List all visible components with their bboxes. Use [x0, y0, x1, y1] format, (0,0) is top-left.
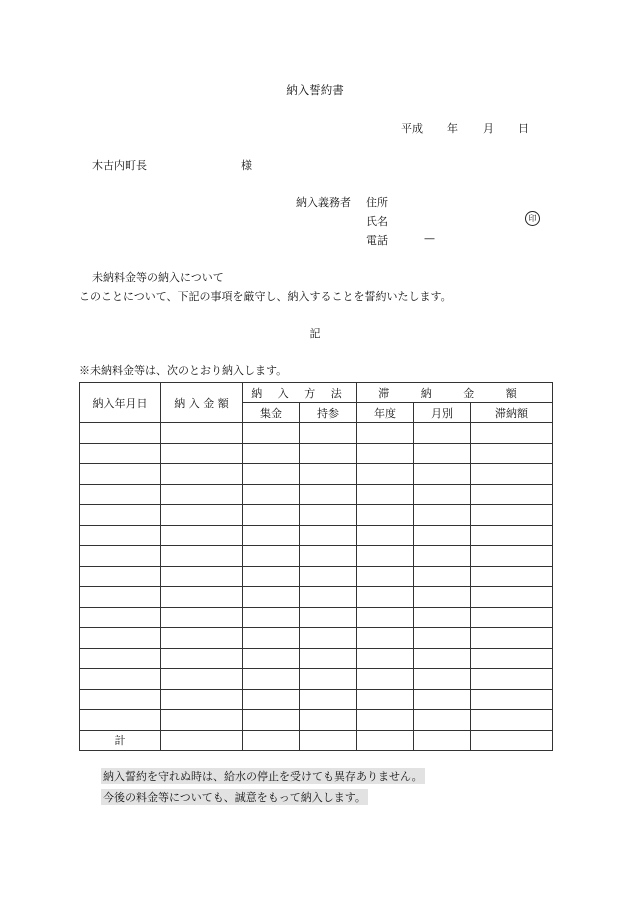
table-cell[interactable]: [414, 484, 471, 505]
closing-line-2: 今後の料金等についても、誠意をもって納入します。: [103, 791, 366, 804]
table-cell[interactable]: [80, 464, 161, 485]
table-row: [80, 464, 553, 485]
table-row: [80, 566, 553, 587]
table-cell[interactable]: [300, 546, 357, 567]
table-cell[interactable]: [414, 505, 471, 526]
table-row: [80, 443, 553, 464]
table-cell[interactable]: [471, 443, 553, 464]
table-cell[interactable]: [471, 648, 553, 669]
table-row: [80, 423, 553, 444]
table-cell[interactable]: [80, 443, 161, 464]
table-cell[interactable]: [414, 525, 471, 546]
table-cell[interactable]: [414, 710, 471, 731]
payment-table: [79, 382, 553, 751]
table-cell[interactable]: [414, 587, 471, 608]
table-cell[interactable]: [243, 546, 300, 567]
table-row: [80, 587, 553, 608]
table-row: [80, 505, 553, 526]
table-cell[interactable]: [471, 730, 553, 751]
table-cell[interactable]: [161, 464, 243, 485]
table-cell[interactable]: [357, 669, 414, 690]
date-year: 年: [447, 122, 458, 135]
table-cell[interactable]: [357, 546, 414, 567]
table-cell[interactable]: [80, 689, 161, 710]
table-cell[interactable]: [414, 607, 471, 628]
table-cell[interactable]: [357, 423, 414, 444]
table-cell[interactable]: [414, 628, 471, 649]
obligor-label: 納入義務者: [296, 196, 351, 209]
table-row: [80, 710, 553, 731]
table-cell[interactable]: [414, 423, 471, 444]
honorific: 様: [241, 159, 252, 172]
table-cell[interactable]: [243, 443, 300, 464]
table-cell[interactable]: [80, 484, 161, 505]
table-cell[interactable]: [243, 484, 300, 505]
table-cell[interactable]: [300, 587, 357, 608]
table-cell[interactable]: [471, 689, 553, 710]
table-cell[interactable]: [243, 669, 300, 690]
table-cell[interactable]: [414, 546, 471, 567]
table-cell[interactable]: [471, 566, 553, 587]
addressee: 木古内町長: [92, 159, 147, 172]
table-row: [80, 628, 553, 649]
table-cell[interactable]: [243, 628, 300, 649]
table-cell[interactable]: [300, 484, 357, 505]
table-cell[interactable]: [300, 710, 357, 731]
table-cell[interactable]: [414, 648, 471, 669]
table-row: [80, 546, 553, 567]
table-cell[interactable]: [414, 689, 471, 710]
table-cell[interactable]: [243, 566, 300, 587]
table-header-row: [80, 383, 553, 403]
table-cell[interactable]: [243, 648, 300, 669]
table-cell[interactable]: [471, 607, 553, 628]
seal-mark: 印: [525, 211, 540, 226]
header-arrears: 滞納額: [471, 403, 553, 423]
table-cell[interactable]: [471, 484, 553, 505]
name-label: 氏名: [366, 215, 388, 228]
header-fiscal-year: 年度: [357, 403, 414, 423]
table-cell[interactable]: [161, 669, 243, 690]
table-cell[interactable]: [357, 628, 414, 649]
address-label: 住所: [366, 196, 388, 209]
table-cell[interactable]: [300, 443, 357, 464]
table-cell[interactable]: [414, 730, 471, 751]
table-row: [80, 525, 553, 546]
table-row: [80, 669, 553, 690]
table-cell[interactable]: [357, 566, 414, 587]
table-cell[interactable]: [80, 505, 161, 526]
table-cell[interactable]: [161, 710, 243, 731]
table-cell[interactable]: [471, 546, 553, 567]
table-cell[interactable]: [161, 566, 243, 587]
table-cell[interactable]: [243, 607, 300, 628]
table-cell[interactable]: [471, 628, 553, 649]
table-cell[interactable]: [357, 607, 414, 628]
intro-text: このことについて、下記の事項を厳守し、納入することを誓約いたします。: [79, 290, 452, 303]
table-cell[interactable]: [357, 648, 414, 669]
table-cell[interactable]: [300, 648, 357, 669]
header-payment-method: 納 入 方 法: [243, 383, 357, 403]
table-cell[interactable]: [243, 710, 300, 731]
table-cell[interactable]: [161, 587, 243, 608]
date-month: 月: [483, 122, 494, 135]
table-cell[interactable]: [357, 443, 414, 464]
table-cell[interactable]: [471, 423, 553, 444]
table-cell[interactable]: [161, 505, 243, 526]
table-cell[interactable]: [80, 525, 161, 546]
table-cell[interactable]: [243, 423, 300, 444]
table-cell[interactable]: [357, 484, 414, 505]
table-cell[interactable]: [357, 505, 414, 526]
subject-line: 未納料金等の納入について: [92, 271, 224, 284]
table-cell[interactable]: [161, 628, 243, 649]
table-cell[interactable]: [357, 710, 414, 731]
table-cell[interactable]: [161, 648, 243, 669]
table-cell[interactable]: [80, 628, 161, 649]
total-label: 計: [80, 730, 161, 751]
table-cell[interactable]: [357, 464, 414, 485]
table-cell[interactable]: [161, 484, 243, 505]
payment-note: ※未納料金等は、次のとおり納入します。: [79, 364, 288, 377]
table-cell[interactable]: [161, 607, 243, 628]
table-cell[interactable]: [471, 710, 553, 731]
table-cell[interactable]: [471, 525, 553, 546]
table-cell[interactable]: [161, 730, 243, 751]
date-day: 日: [518, 122, 529, 135]
table-cell[interactable]: [80, 669, 161, 690]
ki-heading: 記: [309, 327, 321, 340]
table-cell[interactable]: [161, 525, 243, 546]
table-cell[interactable]: [80, 710, 161, 731]
header-payment-date: 納入年月日: [80, 383, 161, 423]
table-cell[interactable]: [300, 669, 357, 690]
table-cell[interactable]: [357, 525, 414, 546]
table-cell[interactable]: [414, 566, 471, 587]
table-row: [80, 484, 553, 505]
table-cell[interactable]: [300, 566, 357, 587]
table-cell[interactable]: [243, 525, 300, 546]
table-cell[interactable]: [300, 607, 357, 628]
table-cell[interactable]: [161, 546, 243, 567]
table-cell[interactable]: [80, 587, 161, 608]
closing-line-1: 納入誓約を守れぬ時は、給水の停止を受けても異存ありません。: [103, 770, 423, 783]
table-cell[interactable]: [300, 505, 357, 526]
table-cell[interactable]: [300, 730, 357, 751]
table-cell[interactable]: [161, 423, 243, 444]
header-month: 月別: [414, 403, 471, 423]
table-cell[interactable]: [161, 443, 243, 464]
table-cell[interactable]: [300, 525, 357, 546]
table-cell[interactable]: [80, 607, 161, 628]
document-title: 納入誓約書: [286, 83, 344, 97]
table-cell[interactable]: [80, 546, 161, 567]
table-cell[interactable]: [80, 423, 161, 444]
phone-dash: —: [424, 232, 435, 245]
table-cell[interactable]: [414, 669, 471, 690]
table-cell[interactable]: [414, 443, 471, 464]
table-cell[interactable]: [357, 587, 414, 608]
date-era: 平成: [401, 122, 423, 135]
table-cell[interactable]: [471, 669, 553, 690]
header-payment-amount: 納 入 金 額: [161, 383, 243, 423]
table-cell[interactable]: [300, 464, 357, 485]
table-cell[interactable]: [414, 464, 471, 485]
header-collection: 集金: [243, 403, 300, 423]
table-row: [80, 689, 553, 710]
table-cell[interactable]: [300, 423, 357, 444]
table-row: [80, 648, 553, 669]
table-cell[interactable]: [161, 689, 243, 710]
table-cell[interactable]: [243, 730, 300, 751]
table-cell[interactable]: [300, 628, 357, 649]
header-bring-in: 持参: [300, 403, 357, 423]
phone-label: 電話: [366, 234, 388, 247]
table-cell[interactable]: [243, 464, 300, 485]
total-row: [80, 730, 553, 751]
table-cell[interactable]: [80, 648, 161, 669]
table-cell[interactable]: [243, 505, 300, 526]
header-arrears-amount: 滞 納 金 額: [357, 383, 553, 403]
table-cell[interactable]: [357, 730, 414, 751]
table-cell[interactable]: [300, 689, 357, 710]
table-row: [80, 607, 553, 628]
table-cell[interactable]: [243, 587, 300, 608]
table-cell[interactable]: [80, 566, 161, 587]
table-cell[interactable]: [471, 464, 553, 485]
table-cell[interactable]: [243, 689, 300, 710]
table-cell[interactable]: [357, 689, 414, 710]
table-cell[interactable]: [471, 505, 553, 526]
table-cell[interactable]: [471, 587, 553, 608]
